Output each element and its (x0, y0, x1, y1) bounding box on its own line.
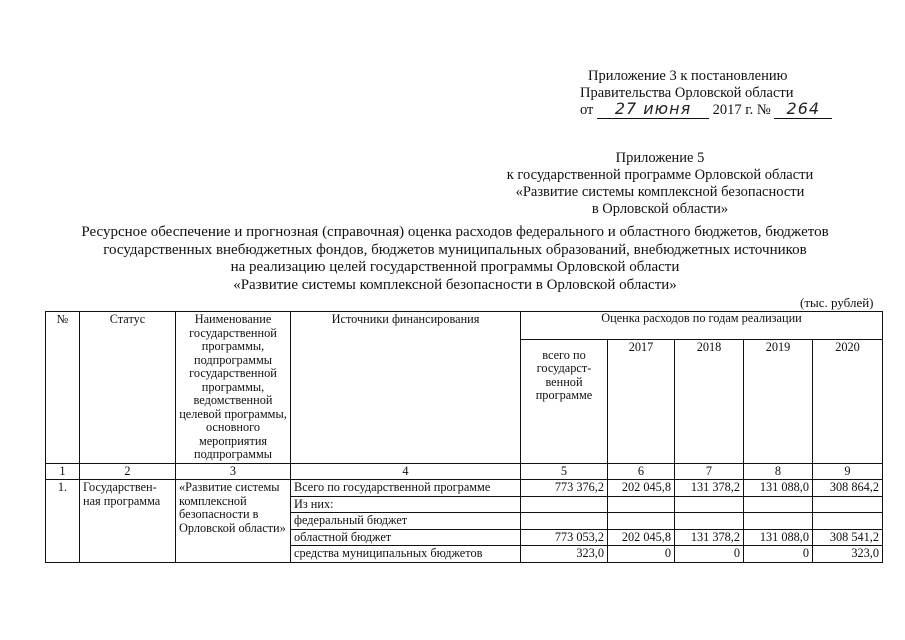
source-cell: федеральный бюджет (291, 513, 521, 530)
value-cell (675, 496, 744, 513)
header-2019: 2019 (744, 339, 813, 463)
value-cell (744, 496, 813, 513)
total-cell: 773 376,2 (521, 480, 608, 497)
total-cell (521, 496, 608, 513)
header-row-1 (46, 312, 883, 340)
title-line2: государственных внебюджетных фондов, бюджетов муниципальных образований, внебюджетных источников (103, 241, 807, 258)
value-cell: 0 (675, 546, 744, 563)
value-cell (813, 496, 883, 513)
total-cell: 773 053,2 (521, 529, 608, 546)
annex3-header (560, 68, 860, 119)
row-program-name: «Развитие системы комплексной безопасности в Орловской области» (176, 480, 291, 563)
col-number: 5 (521, 463, 608, 480)
value-cell: 131 088,0 (744, 480, 813, 497)
header-estimate: Оценка расходов по годам реализации (521, 312, 883, 340)
annex5-line2: к государственной программе Орловской области (506, 167, 814, 183)
title-line3: на реализацию целей государственной программы Орловской области (230, 259, 680, 275)
header-source: Источники финансирования (291, 312, 521, 464)
table-row (46, 480, 883, 497)
annex3-line2: Правительства Орловской области (580, 85, 794, 101)
total-cell: 323,0 (521, 546, 608, 563)
value-cell: 0 (608, 546, 675, 563)
value-cell: 0 (744, 546, 813, 563)
value-cell: 308 541,2 (813, 529, 883, 546)
source-cell: Всего по государственной программе (291, 480, 521, 497)
value-cell: 323,0 (813, 546, 883, 563)
column-numbers-row (46, 463, 883, 480)
col-number: 4 (291, 463, 521, 480)
budget-table (45, 311, 883, 563)
value-cell (608, 513, 675, 530)
col-number: 6 (608, 463, 675, 480)
col-number: 9 (813, 463, 883, 480)
header-total: всего по государст-венной программе (521, 339, 608, 463)
title-line4: «Развитие системы комплексной безопасности в Орловской области» (233, 276, 677, 293)
value-cell: 202 045,8 (608, 529, 675, 546)
source-cell: средства муниципальных бюджетов (291, 546, 521, 563)
header-name: Наименование государственной программы, подпрограммы государственной программы, ведомственной целевой программы, основного мероприятия подпрограммы (176, 312, 291, 464)
title-line1: Ресурсное обеспечение и прогнозная (справочная) оценка расходов федерального и областного бюджетов, бюджетов (81, 224, 829, 240)
value-cell (813, 513, 883, 530)
value-cell (744, 513, 813, 530)
source-cell: областной бюджет (291, 529, 521, 546)
row-number: 1. (46, 480, 80, 563)
col-number: 3 (176, 463, 291, 480)
value-cell: 202 045,8 (608, 480, 675, 497)
annex3-line1: Приложение 3 к постановлению (588, 68, 788, 84)
value-cell (675, 513, 744, 530)
row-status: Государствен-ная программа (80, 480, 176, 563)
value-cell: 131 088,0 (744, 529, 813, 546)
value-cell (608, 496, 675, 513)
header-num: № (46, 312, 80, 464)
handwritten-date: 27 июня (597, 102, 709, 119)
from-label: от (580, 102, 594, 118)
annex5-line4: в Орловской области» (591, 201, 729, 217)
col-number: 8 (744, 463, 813, 480)
units-label: (тыс. рублей) (800, 295, 874, 310)
handwritten-number: 264 (774, 102, 832, 119)
header-2017: 2017 (608, 339, 675, 463)
annex5-line3: «Развитие системы комплексной безопасности (515, 184, 805, 200)
col-number: 1 (46, 463, 80, 480)
source-cell: Из них: (291, 496, 521, 513)
annex5-header (480, 150, 840, 218)
col-number: 7 (675, 463, 744, 480)
value-cell: 131 378,2 (675, 480, 744, 497)
total-cell (521, 513, 608, 530)
year-label: 2017 г. № (712, 102, 771, 118)
annex5-line1: Приложение 5 (615, 150, 705, 166)
header-status: Статус (80, 312, 176, 464)
col-number: 2 (80, 463, 176, 480)
header-2020: 2020 (813, 339, 883, 463)
value-cell: 308 864,2 (813, 480, 883, 497)
header-2018: 2018 (675, 339, 744, 463)
document-title (60, 224, 850, 294)
value-cell: 131 378,2 (675, 529, 744, 546)
annex3-date-line (560, 99, 860, 119)
